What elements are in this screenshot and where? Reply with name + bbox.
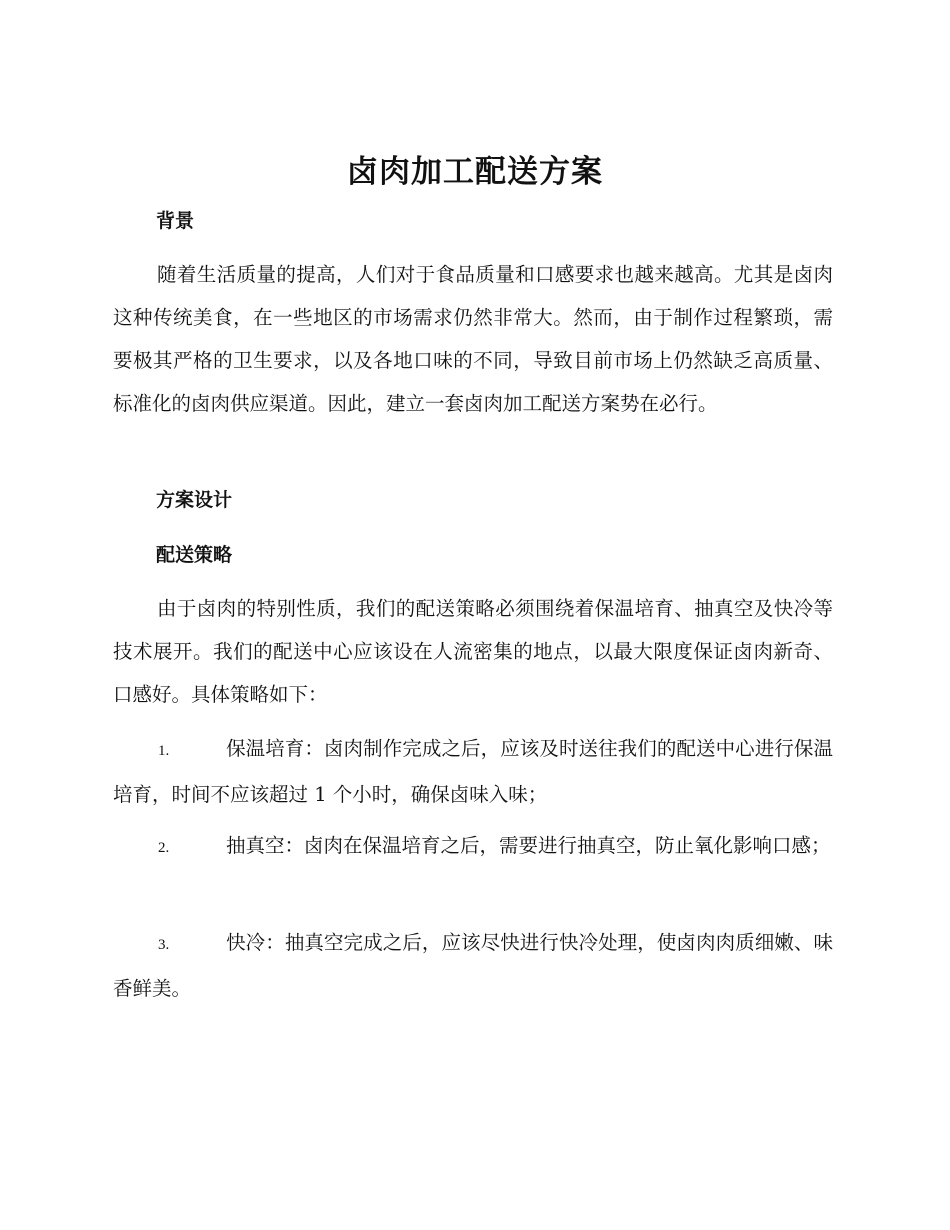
document-title: 卤肉加工配送方案 [347, 154, 603, 190]
section-heading-design: 方案设计 [156, 489, 233, 511]
list-item [113, 824, 833, 870]
list-item [113, 921, 833, 1010]
list-item-text: 快冷：抽真空完成之后，应该尽快进行快冷处理，使卤肉肉质细嫩、味香鲜美。 [113, 931, 833, 1000]
list-item [113, 727, 833, 816]
list-item-text: 抽真空：卤肉在保温培育之后，需要进行抽真空，防止氧化影响口感； [226, 834, 831, 857]
list-item-text: 保温培育：卤肉制作完成之后，应该及时送往我们的配送中心进行保温培育，时间不应该超过 1 个小时，确保卤味入味； [113, 737, 833, 806]
section-heading-strategy: 配送策略 [156, 544, 233, 566]
background-paragraph: 随着生活质量的提高，人们对于食品质量和口感要求也越来越高。尤其是卤肉这种传统美食，在一些地区的市场需求仍然非常大。然而，由于制作过程繁琐，需要极其严格的卫生要求，以及各地口味的不同，导致目前市场上仍然缺乏高质量、标准化的卤肉供应渠道。因此，建立一套卤肉加工配送方案势在必行。 [113, 263, 833, 415]
strategy-paragraph: 由于卤肉的特别性质，我们的配送策略必须围绕着保温培育、抽真空及快冷等技术展开。我们的配送中心应该设在人流密集的地点，以最大限度保证卤肉新奇、口感好。具体策略如下： [113, 597, 833, 706]
list-item-number: 1. [158, 743, 170, 759]
list-item-number: 2. [158, 840, 170, 856]
list-item-number: 3. [158, 937, 170, 953]
section-heading-background: 背景 [156, 210, 195, 232]
